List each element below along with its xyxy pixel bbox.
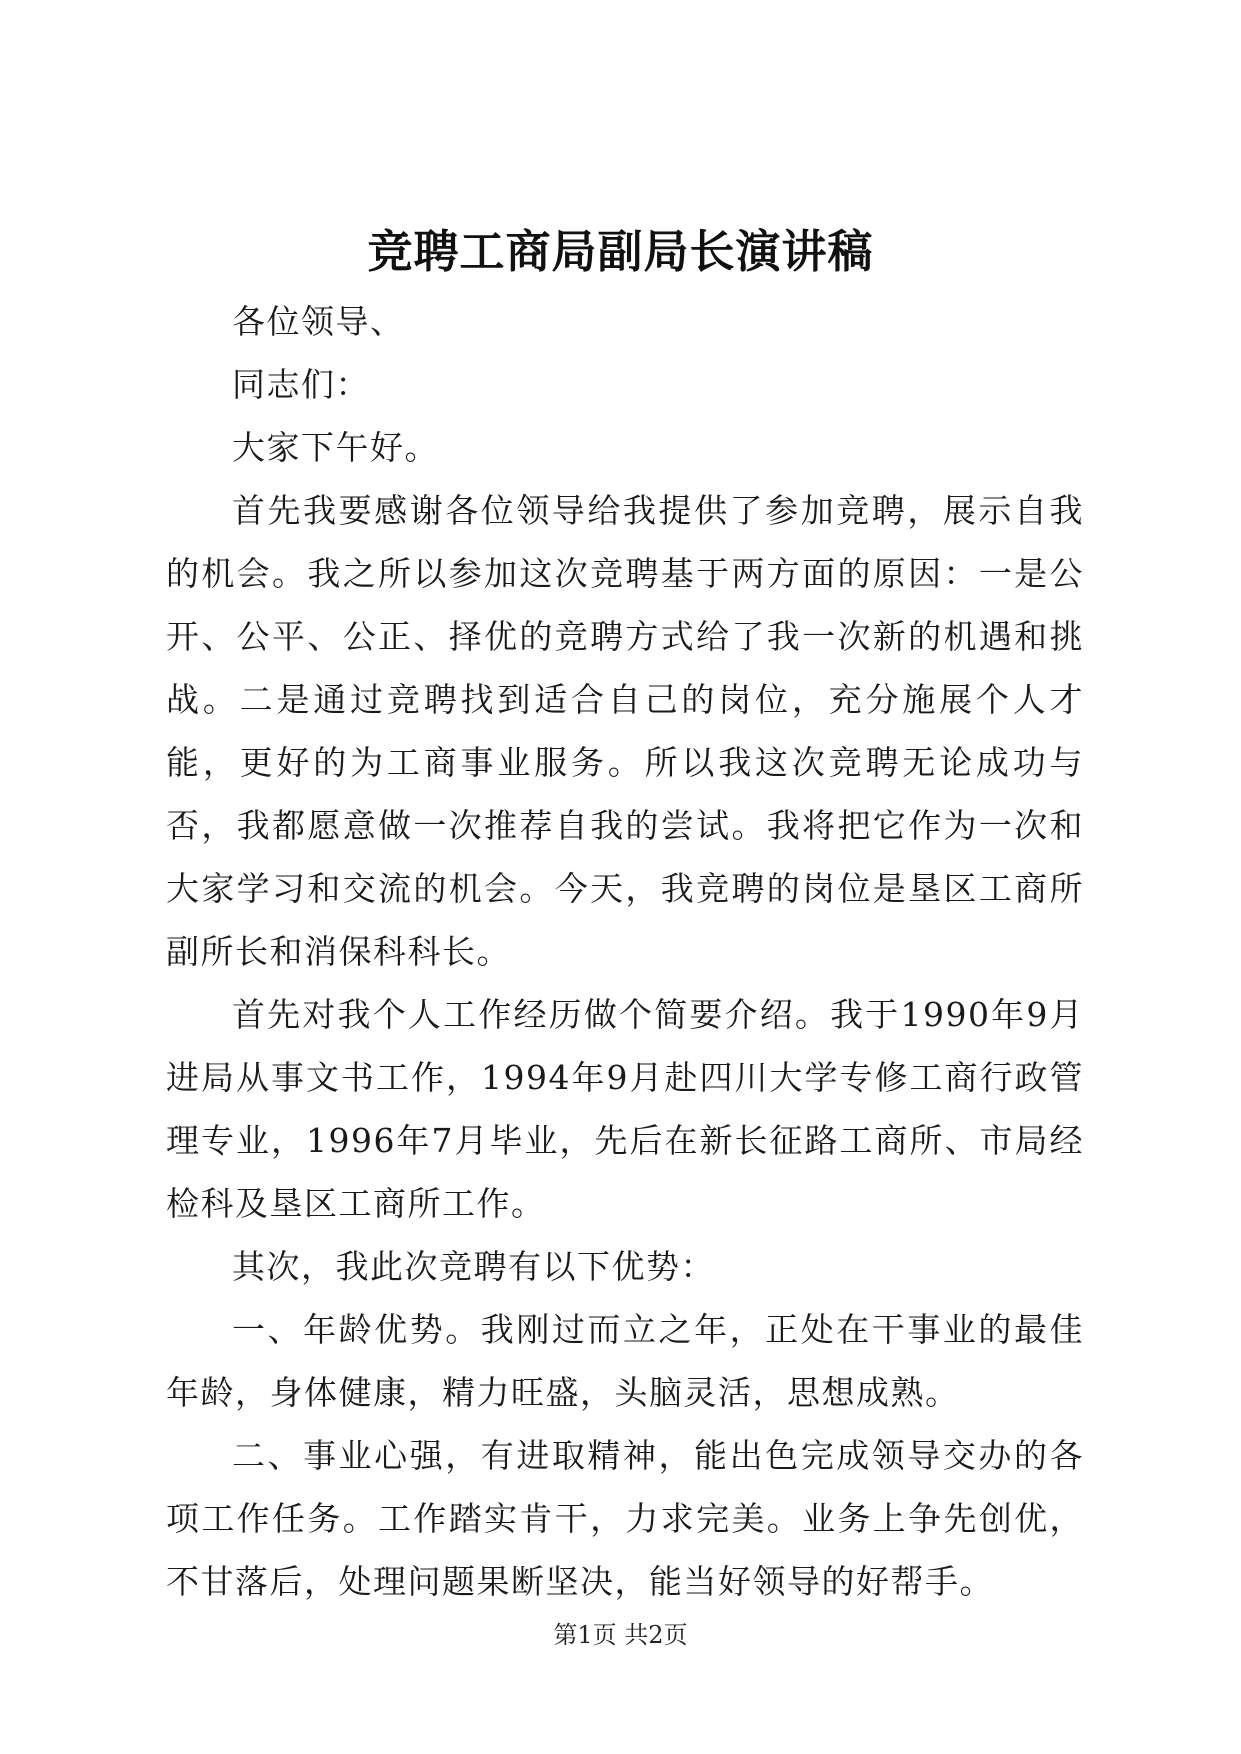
paragraph-salutation-2: 同志们： — [232, 365, 370, 404]
paragraph-advantages-heading: 其次，我此次竞聘有以下优势： — [232, 1247, 715, 1286]
paragraph-introduction: 首先我要感谢各位领导给我提供了参加竞聘，展示自我的机会。我之所以参加这次竞聘基于两方面的原因：一是公开、公平、公正、择优的竞聘方式给了我一次新的机遇和挑战。二是通过竞聘找到适合自己的岗位，充分施展个人才能，更好的为工商事业服务。所以我这次竞聘无论成功与否，我都愿意做一次推荐自我的尝试。我将把它作为一次和大家学习和交流的机会。今天，我竞聘的岗位是垦区工商所副所长和消保科科长。 — [166, 491, 1084, 971]
page-number-footer: 第1页 共2页 — [553, 1621, 688, 1649]
paragraph-salutation-1: 各位领导、 — [232, 302, 405, 341]
document-body — [166, 290, 1084, 1613]
paragraph-advantage-dedication: 二、事业心强，有进取精神，能出色完成领导交办的各项工作任务。工作踏实肯干，力求完美。业务上争先创优，不甘落后，处理问题果断坚决，能当好领导的好帮手。 — [166, 1436, 1084, 1601]
paragraph-greeting: 大家下午好。 — [232, 428, 439, 467]
paragraph-advantage-age: 一、年龄优势。我刚过而立之年，正处在干事业的最佳年龄，身体健康，精力旺盛，头脑灵活，思想成熟。 — [166, 1310, 1084, 1412]
page-title: 竞聘工商局副局长演讲稿 — [367, 225, 874, 278]
paragraph-work-history: 首先对我个人工作经历做个简要介绍。我于1990年9月进局从事文书工作，1994年9月赴四川大学专修工商行政管理专业，1996年7月毕业，先后在新长征路工商所、市局经检科及垦区工商所工作。 — [166, 995, 1084, 1223]
